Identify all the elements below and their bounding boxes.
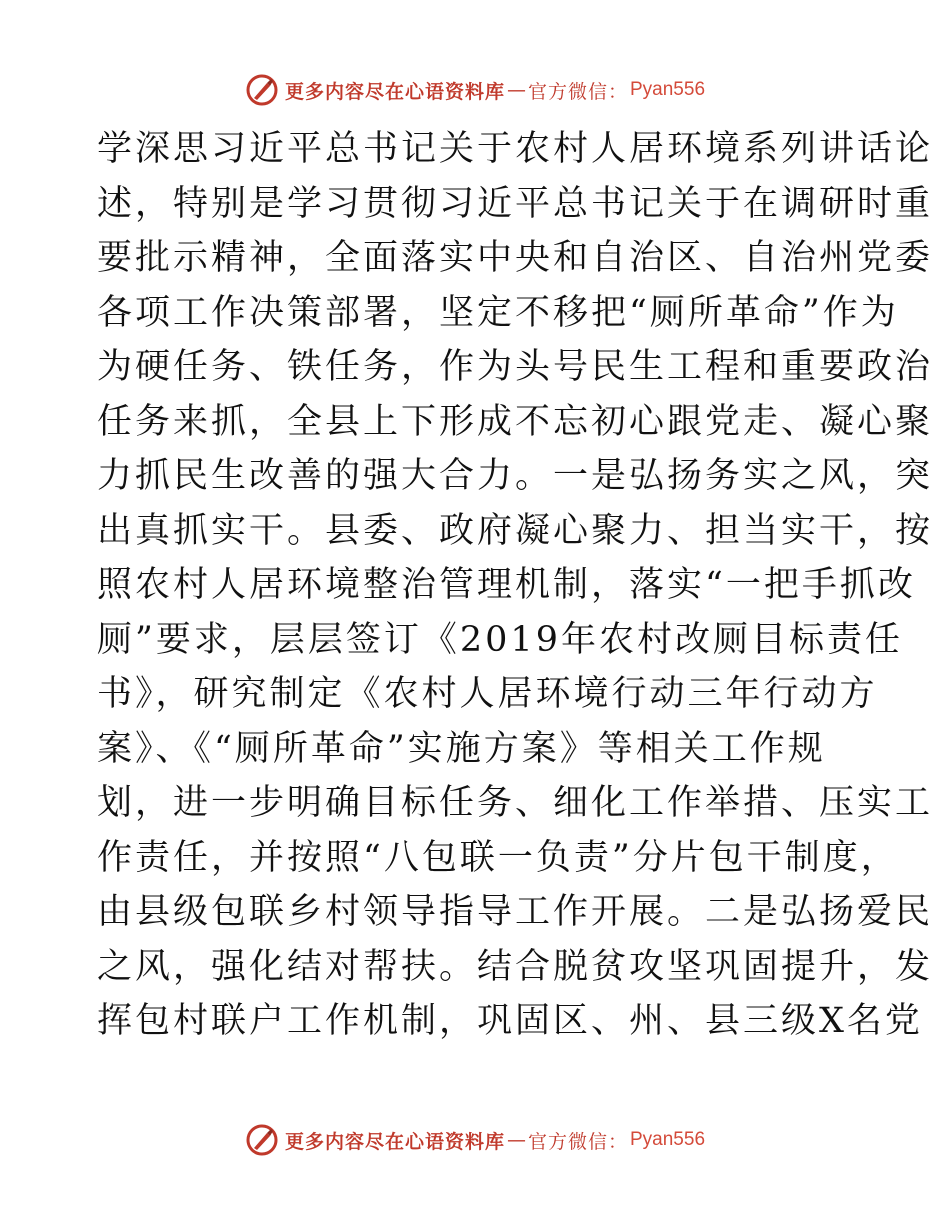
body-line: 任务来抓，全县上下形成不忘初心跟党走、凝心聚: [97, 401, 934, 442]
body-line: 划，进一步明确目标任务、细化工作举措、压实工: [97, 783, 934, 823]
banner-wechat-label: 官方微信：: [527, 1130, 628, 1153]
pen-logo-icon: [245, 73, 279, 107]
body-line: 照农村人居环境整治管理机制，落实“一把手抓改: [97, 565, 916, 605]
banner-dash: —: [506, 79, 526, 101]
body-line: 之风，强化结对帮扶。结合脱贫攻坚巩固提升，发: [97, 946, 934, 987]
body-line: 书》，研究制定《农村人居环境行动三年行动方: [97, 674, 878, 714]
banner-wechat-id: Pyan556: [630, 1129, 706, 1150]
body-line: 要批示精神，全面落实中央和自治区、自治州党委: [97, 238, 934, 278]
body-line: 出真抓实干。县委、政府凝心聚力、担当实干，按: [97, 510, 934, 551]
body-line: 案》、《“厕所革命”实施方案》等相关工作规: [97, 728, 826, 769]
banner-wechat-label: 官方微信：: [527, 80, 628, 103]
body-line: 作责任，并按照“八包联一负责”分片包干制度，: [97, 837, 899, 878]
body-line: 厕”要求，层层签订《2019年农村改厕目标责任: [97, 619, 903, 660]
body-line: 由县级包联乡村领导指导工作开展。二是弘扬爱民: [97, 892, 934, 932]
body-line: 述，特别是学习贯彻习近平总书记关于在调研时重: [97, 183, 934, 224]
body-line: 力抓民生改善的强大合力。一是弘扬务实之风，突: [97, 456, 934, 496]
body-line: 为硬任务、铁任务，作为头号民生工程和重要政治: [97, 347, 934, 387]
footer-watermark-banner: [0, 1120, 950, 1160]
banner-promo-text: 更多内容尽在心语资料库: [284, 80, 505, 103]
header-watermark-banner: [0, 70, 950, 110]
body-line: 各项工作决策部署，坚定不移把“厕所革命”作为: [97, 292, 899, 333]
banner-wechat-id: Pyan556: [630, 79, 706, 100]
body-line: 挥包村联户工作机制，巩固区、州、县三级X名党: [97, 1001, 923, 1041]
banner-dash: —: [506, 1129, 526, 1151]
document-body: [97, 122, 934, 1049]
banner-promo-text: 更多内容尽在心语资料库: [284, 1130, 505, 1153]
body-line: 学深思习近平总书记关于农村人居环境系列讲话论: [97, 129, 934, 169]
pen-logo-icon: [245, 1123, 279, 1157]
